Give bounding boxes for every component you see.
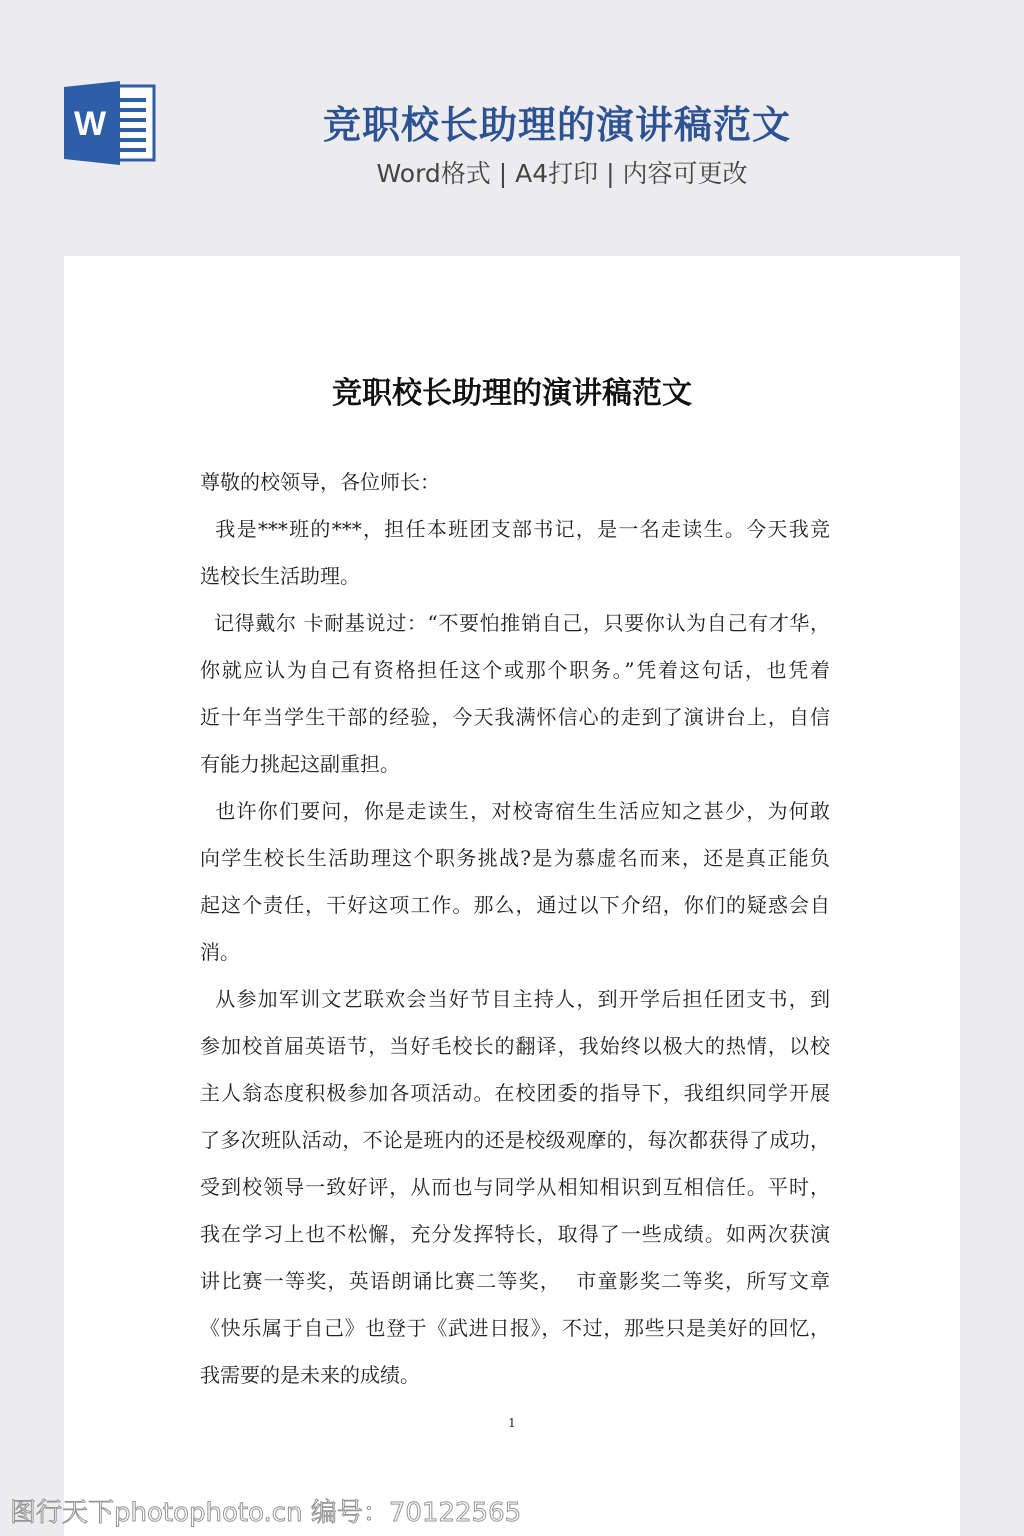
body-line: 主人翁态度积极参加各项活动。在校团委的指导下，我组织同学开展 — [200, 1081, 830, 1105]
body-line: 有能力挑起这副重担。 — [200, 752, 400, 776]
body-line: 选校长生活助理。 — [200, 564, 360, 588]
body-line: 消。 — [200, 940, 240, 964]
body-line: 近十年当学生干部的经验，今天我满怀信心的走到了演讲台上，自信 — [200, 705, 830, 729]
body-line: 起这个责任，干好这项工作。那么，通过以下介绍，你们的疑惑会自 — [200, 893, 830, 917]
body-line: 向学生校长生活助理这个职务挑战?是为慕虚名而来，还是真正能负 — [200, 846, 830, 870]
body-line: 你就应认为自己有资格担任这个或那个职务。”凭着这句话，也凭着 — [200, 658, 830, 682]
body-line: 我是***班的***，担任本班团支部书记，是一名走读生。今天我竞 — [200, 517, 830, 541]
body-line: 我需要的是未来的成绩。 — [200, 1363, 420, 1387]
svg-text:W: W — [73, 105, 107, 143]
header-subtitle: Word格式 | A4打印 | 内容可更改 — [376, 159, 748, 188]
body-line: 讲比赛一等奖，英语朗诵比赛二等奖， 市童影奖二等奖，所写文章 — [200, 1269, 830, 1293]
document-body — [200, 464, 830, 1404]
page-number: 1 — [508, 1416, 516, 1430]
header-title: 竞职校长助理的演讲稿范文 — [322, 103, 791, 147]
body-line: 受到校领导一致好评，从而也与同学从相知相识到互相信任。平时， — [200, 1175, 830, 1199]
body-line: 尊敬的校领导，各位师长： — [200, 470, 440, 494]
body-line: 记得戴尔 卡耐基说过：“不要怕推销自己，只要你认为自己有才华， — [200, 611, 830, 635]
body-line: 参加校首届英语节，当好毛校长的翻译，我始终以极大的热情，以校 — [200, 1034, 830, 1058]
document-title: 竞职校长助理的演讲稿范文 — [332, 376, 692, 411]
watermark: 图行天下photophoto.cn 编号：70122565 — [10, 1498, 522, 1528]
body-line: 也许你们要问，你是走读生，对校寄宿生生活应知之甚少，为何敢 — [200, 799, 830, 823]
body-line: 《快乐属于自己》也登于《武进日报》，不过，那些只是美好的回忆， — [200, 1316, 830, 1340]
body-line: 了多次班队活动，不论是班内的还是校级观摩的，每次都获得了成功， — [200, 1128, 830, 1152]
body-line: 我在学习上也不松懈，充分发挥特长，取得了一些成绩。如两次获演 — [200, 1222, 830, 1246]
body-line: 从参加军训文艺联欢会当好节目主持人，到开学后担任团支书，到 — [200, 987, 830, 1011]
document-page — [64, 256, 960, 1536]
